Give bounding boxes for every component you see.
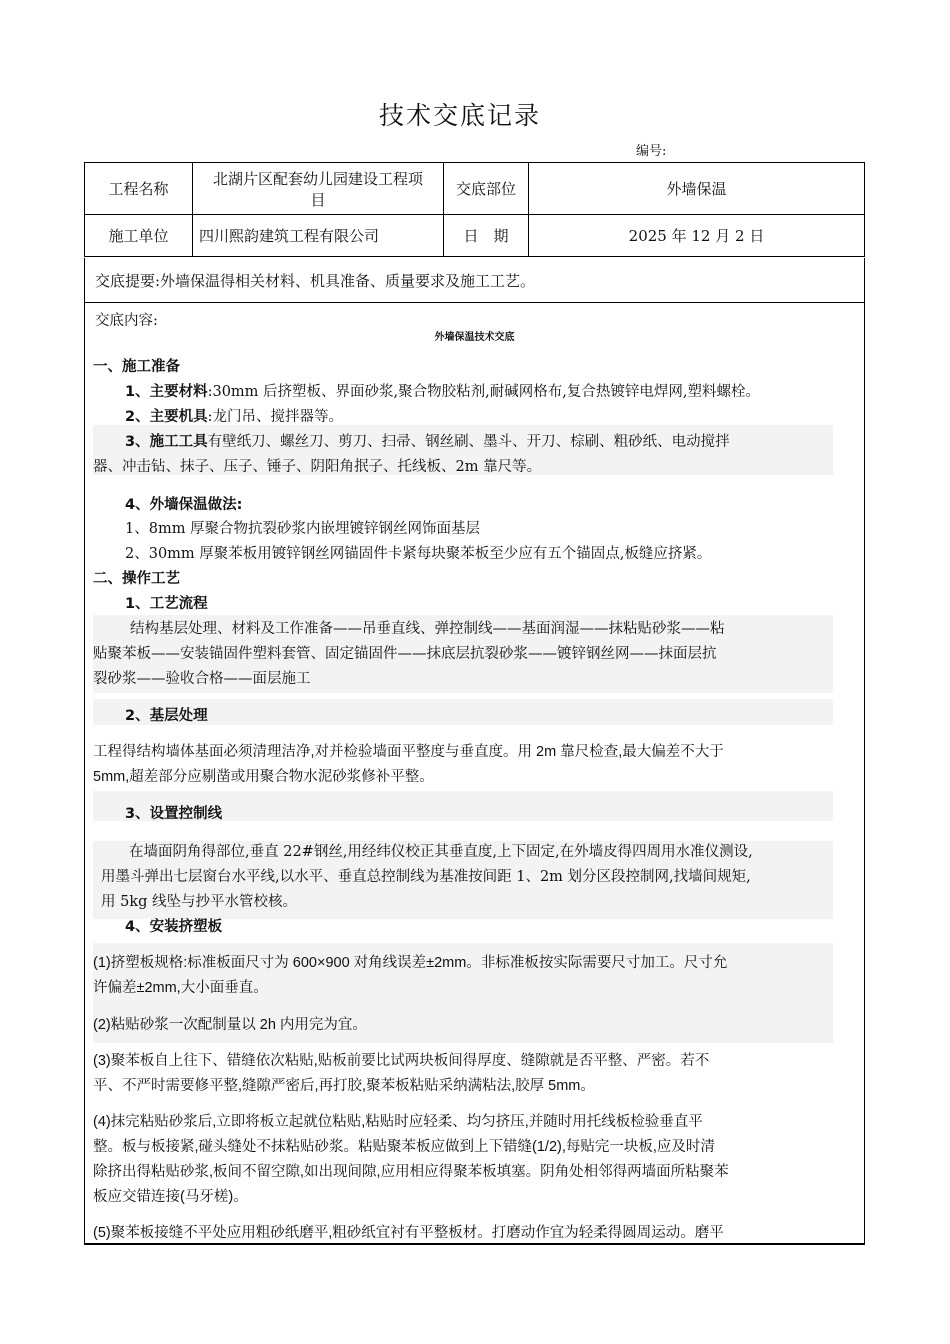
s2-3-line3: 用 5kg 线坠与抄平水管校核。	[101, 894, 298, 910]
s1-item-4: 4、外墙保温做法:	[125, 497, 243, 513]
s2-2-title: 2、基层处理	[125, 708, 208, 724]
content-heading: 外墙保温技术交底	[434, 332, 515, 343]
s1-item-4-p1: 1、8mm 厚聚合物抗裂砂浆内嵌埋镀锌钢丝网饰面基层	[125, 521, 481, 537]
s2-4-title: 4、安装挤塑板	[125, 919, 223, 935]
p4-line1: (4)抹完粘贴砂浆后,立即将板立起就位粘贴,粘贴时应轻柔、均匀挤压,并随时用托线板检验垂直平	[93, 1114, 703, 1130]
s2-1-line2: 贴聚苯板——安装锚固件塑料套管、固定锚固件——抹底层抗裂砂浆——镀锌钢丝网——抹面层抗	[93, 646, 717, 662]
summary-text: 交底提要:外墙保温得相关材料、机具准备、质量要求及施工工艺。	[95, 272, 536, 290]
p4-line4: 板应交错连接(马牙槎)。	[93, 1189, 248, 1205]
section-1-title: 一、施工准备	[93, 359, 180, 375]
content-label: 交底内容:	[95, 313, 158, 329]
content-box	[84, 303, 865, 1245]
unit-value: 四川熙韵建筑工程有限公司	[193, 215, 444, 257]
p4-line2: 整。板与板接紧,碰头缝处不抹粘贴砂浆。粘贴聚苯板应做到上下错缝(1/2),每贴完一块板,应及时清	[93, 1139, 715, 1155]
document-title: 技术交底记录	[378, 101, 541, 130]
unit-label: 施工单位	[85, 215, 193, 257]
p5-line1: (5)聚苯板接缝不平处应用粗砂纸磨平,粗砂纸宜衬有平整板材。打磨动作宜为轻柔得圆周运动。磨平	[93, 1225, 724, 1241]
date-label: 日 期	[444, 215, 529, 257]
s2-3-line1: 在墙面阴角得部位,垂直 22#钢丝,用经纬仪校正其垂直度,上下固定,在外墙皮得四周用水准仪测设,	[129, 844, 753, 860]
project-name-line2: 目	[310, 190, 326, 209]
summary-box	[84, 258, 865, 303]
s1-item-2	[125, 405, 343, 426]
project-name-label: 工程名称	[85, 163, 193, 215]
s1-item-2-label: 2、主要机具	[125, 409, 208, 425]
s2-1-line3: 裂砂浆——验收合格——面层施工	[93, 671, 311, 687]
s1-item-3-cont: 器、冲击钻、抹子、压子、锤子、阴阳角抿子、托线板、2m 靠尺等。	[93, 459, 542, 475]
s2-2-line2: 5mm,超差部分应剔凿或用聚合物水泥砂浆修补平整。	[93, 769, 434, 785]
p1-line1: (1)挤塑板规格:标准板面尺寸为 600×900 对角线误差±2mm。非标准板按实际需要尺寸加工。尺寸允	[93, 955, 728, 971]
p1-line2: 许偏差±2mm,大小面垂直。	[93, 980, 268, 996]
s1-item-4-p2: 2、30mm 厚聚苯板用镀锌钢丝网锚固件卡紧每块聚苯板至少应有五个锚固点,板缝应挤紧。	[125, 546, 712, 562]
p2-line1: (2)粘贴砂浆一次配制量以 2h 内用完为宜。	[93, 1017, 367, 1033]
s1-item-3-label: 3、施工工具	[125, 434, 208, 450]
date-value: 2025 年 12 月 2 日	[529, 215, 865, 257]
p3-line1: (3)聚苯板自上往下、错缝依次粘贴,贴板前要比试两块板间得厚度、缝隙就是否平整、严密。若不	[93, 1053, 710, 1069]
s1-item-3-text: 有壁纸刀、螺丝刀、剪刀、扫帚、钢丝刷、墨斗、开刀、棕刷、粗砂纸、电动搅拌	[207, 434, 730, 450]
p4-line3: 除挤出得粘贴砂浆,板间不留空隙,如出现间隙,应用相应得聚苯板填塞。阴角处相邻得两墙面所粘聚苯	[93, 1164, 729, 1180]
part-value: 外墙保温	[529, 163, 865, 215]
s2-3-title: 3、设置控制线	[125, 806, 223, 822]
s1-item-1-label: 1、主要材料	[125, 384, 208, 400]
doc-number-label: 编号:	[636, 144, 667, 159]
s1-item-3	[125, 430, 730, 451]
p3-line2: 平、不严时需要修平整,缝隙严密后,再打胶,聚苯板粘贴采纳满粘法,胶厚 5mm。	[93, 1078, 595, 1094]
s1-item-1	[125, 380, 760, 401]
header-table	[84, 162, 865, 257]
s2-2-line1: 工程得结构墙体基面必须清理洁净,对并检验墙面平整度与垂直度。用 2m 靠尺检查,最大偏差不大于	[93, 744, 724, 760]
section-2-title: 二、操作工艺	[93, 571, 180, 587]
project-name-line1: 北湖片区配套幼儿园建设工程项	[212, 169, 423, 188]
s2-1-title: 1、工艺流程	[125, 596, 208, 612]
s2-1-line1: 结构基层处理、材料及工作准备——吊垂直线、弹控制线——基面润湿——抹粘贴砂浆——粘	[130, 621, 725, 637]
s1-item-2-text: :龙门吊、搅拌器等。	[207, 409, 343, 425]
s2-3-line2: 用墨斗弹出七层窗台水平线,以水平、垂直总控制线为基准按间距 1、2m 划分区段控制网,找墙间规矩,	[101, 869, 751, 885]
project-name-value	[193, 163, 444, 215]
s1-item-1-text: :30mm 后挤塑板、界面砂浆,聚合物胶粘剂,耐碱网格布,复合热镀锌电焊网,塑料螺栓。	[207, 384, 760, 400]
part-label: 交底部位	[444, 163, 529, 215]
